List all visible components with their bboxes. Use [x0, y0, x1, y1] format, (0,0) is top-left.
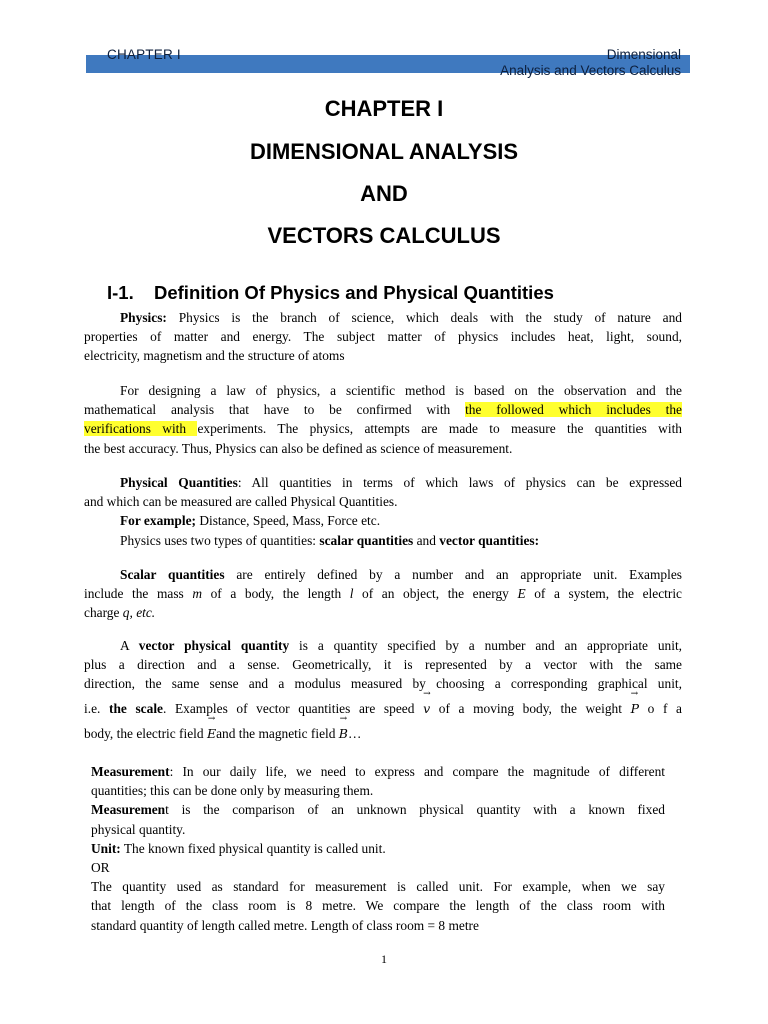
term-scalar-quantities: Scalar quantities: [120, 567, 225, 582]
header-chapter-title: [500, 47, 681, 79]
text-line: …: [347, 725, 362, 741]
chapter-subtitle-3: VECTORS CALCULUS: [267, 223, 501, 248]
text-line: are entirely defined by a number and an appropriate unit. Examples: [224, 567, 682, 582]
vector-arrow-icon: →: [630, 688, 639, 699]
text-line: Physics uses two types of quantities:: [120, 532, 320, 548]
text-line: Distance, Speed, Mass, Force etc.: [195, 513, 381, 529]
term-physical-quantities: Physical Quantities: [120, 475, 238, 490]
vector-v-symbol: → v: [423, 688, 431, 716]
text-line: body, the electric field: [84, 725, 207, 741]
vector-b-symbol: → B: [338, 713, 348, 741]
text-line: that length of the class room is 8 metre. We compare the length of the class room with: [91, 898, 665, 914]
term-for-example: For example;: [120, 513, 196, 529]
term-measurement-2: Measuremen: [91, 802, 166, 818]
vector-arrow-icon: →: [339, 713, 348, 724]
highlighted-text: verifications with: [84, 421, 198, 437]
text-line: The quantity used as standard for measurement is called unit. For example, when we say: [91, 879, 665, 895]
text-line: A: [120, 638, 139, 653]
text-line: : In our daily life, we need to express and compare the magnitude of different: [169, 764, 665, 779]
text-line: charge: [84, 605, 123, 621]
text-line: mathematical analysis that have to be confirmed with: [84, 402, 466, 418]
paragraph-physics: [84, 308, 682, 366]
paragraph-method: [84, 381, 682, 458]
text-line: physical quantity.: [91, 821, 186, 837]
chapter-subtitle-1: DIMENSIONAL ANALYSIS: [249, 139, 519, 164]
chapter-subtitle-2: AND: [360, 181, 408, 206]
text-line: of a system, the electric: [525, 586, 682, 602]
text-line: experiments. The physics, attempts are made to measure the quantities with: [197, 421, 682, 437]
text-line: electricity, magnetism and the structure of atoms: [84, 348, 345, 364]
term-vector-physical-quantity: vector physical quantity: [138, 638, 290, 653]
text-line: and the magnetic field: [216, 725, 339, 741]
symbol-l: l: [349, 586, 354, 602]
text-line: i.e.: [84, 700, 109, 716]
text-line: of an object, the energy: [353, 586, 518, 602]
section-heading: [107, 282, 554, 304]
chapter-title: CHAPTER I: [324, 96, 444, 121]
text-line: : All quantities in terms of which laws of physics can be expressed: [237, 475, 682, 490]
text-line: For designing a law of physics, a scientific method is based on the observation and the: [120, 383, 682, 398]
paragraph-vector: [84, 636, 682, 743]
section-title: Definition Of Physics and Physical Quantities: [154, 282, 554, 303]
text-line: The known fixed physical quantity is called unit.: [120, 840, 386, 856]
term-unit: Unit:: [91, 840, 121, 856]
text-line: the best accuracy. Thus, Physics can also be defined as science of measurement.: [84, 440, 513, 456]
text-line: plus a direction and a sense. Geometrically, it is represented by a vector with the same: [84, 657, 682, 673]
vector-arrow-icon: →: [423, 688, 431, 699]
text-line: Physics is the branch of science, which deals with the study of nature and: [178, 310, 682, 325]
text-line: t is the comparison of an unknown physical quantity with a known fixed: [165, 802, 665, 818]
text-line: direction, the same sense and a modulus measured by choosing a corresponding graphical unit,: [84, 676, 682, 692]
measurement-box: [91, 762, 665, 935]
text-line: is a quantity specified by a number and an appropriate unit,: [289, 638, 683, 653]
vector-e-symbol: → E: [206, 713, 217, 741]
term-scalar: scalar quantities: [319, 532, 414, 548]
text-line: standard quantity of length called metre. Length of class room = 8 metre: [91, 917, 479, 933]
symbol-m: m: [192, 586, 202, 602]
section-number: I-1.: [107, 282, 134, 303]
header-chapter-label: CHAPTER I: [107, 47, 181, 62]
text-line: of a moving body, the weight: [430, 700, 631, 716]
text-line: and: [413, 532, 440, 548]
text-or: OR: [91, 860, 110, 876]
vector-arrow-icon: →: [207, 713, 216, 724]
header-title-line2: Analysis and Vectors Calculus: [500, 63, 681, 78]
text-line: include the mass: [84, 586, 193, 602]
vector-p-symbol: → P: [630, 688, 640, 716]
term-the-scale: the scale: [109, 700, 163, 716]
symbol-E: E: [517, 586, 526, 602]
text-line: properties of matter and energy. The subject matter of physics includes heat, light, sound,: [84, 329, 682, 345]
term-measurement: Measurement: [91, 764, 170, 779]
highlighted-text: the followed which includes the: [465, 402, 683, 418]
text-line: o f a: [639, 700, 682, 716]
paragraph-scalar: [84, 565, 682, 623]
page-number: 1: [381, 952, 387, 966]
text-line: of a body, the length: [202, 586, 350, 602]
text-line: quantities; this can be done only by measuring them.: [91, 783, 374, 799]
text-line: . Examples of vector quantities are speed: [163, 700, 424, 716]
paragraph-physical-quantities: [84, 473, 682, 550]
symbol-q: q, etc.: [122, 605, 156, 621]
text-line: and which can be measured are called Physical Quantities.: [84, 494, 398, 510]
term-vector: vector quantities:: [439, 532, 540, 548]
term-physics: Physics:: [120, 310, 167, 325]
header-title-line1: Dimensional: [606, 47, 681, 62]
